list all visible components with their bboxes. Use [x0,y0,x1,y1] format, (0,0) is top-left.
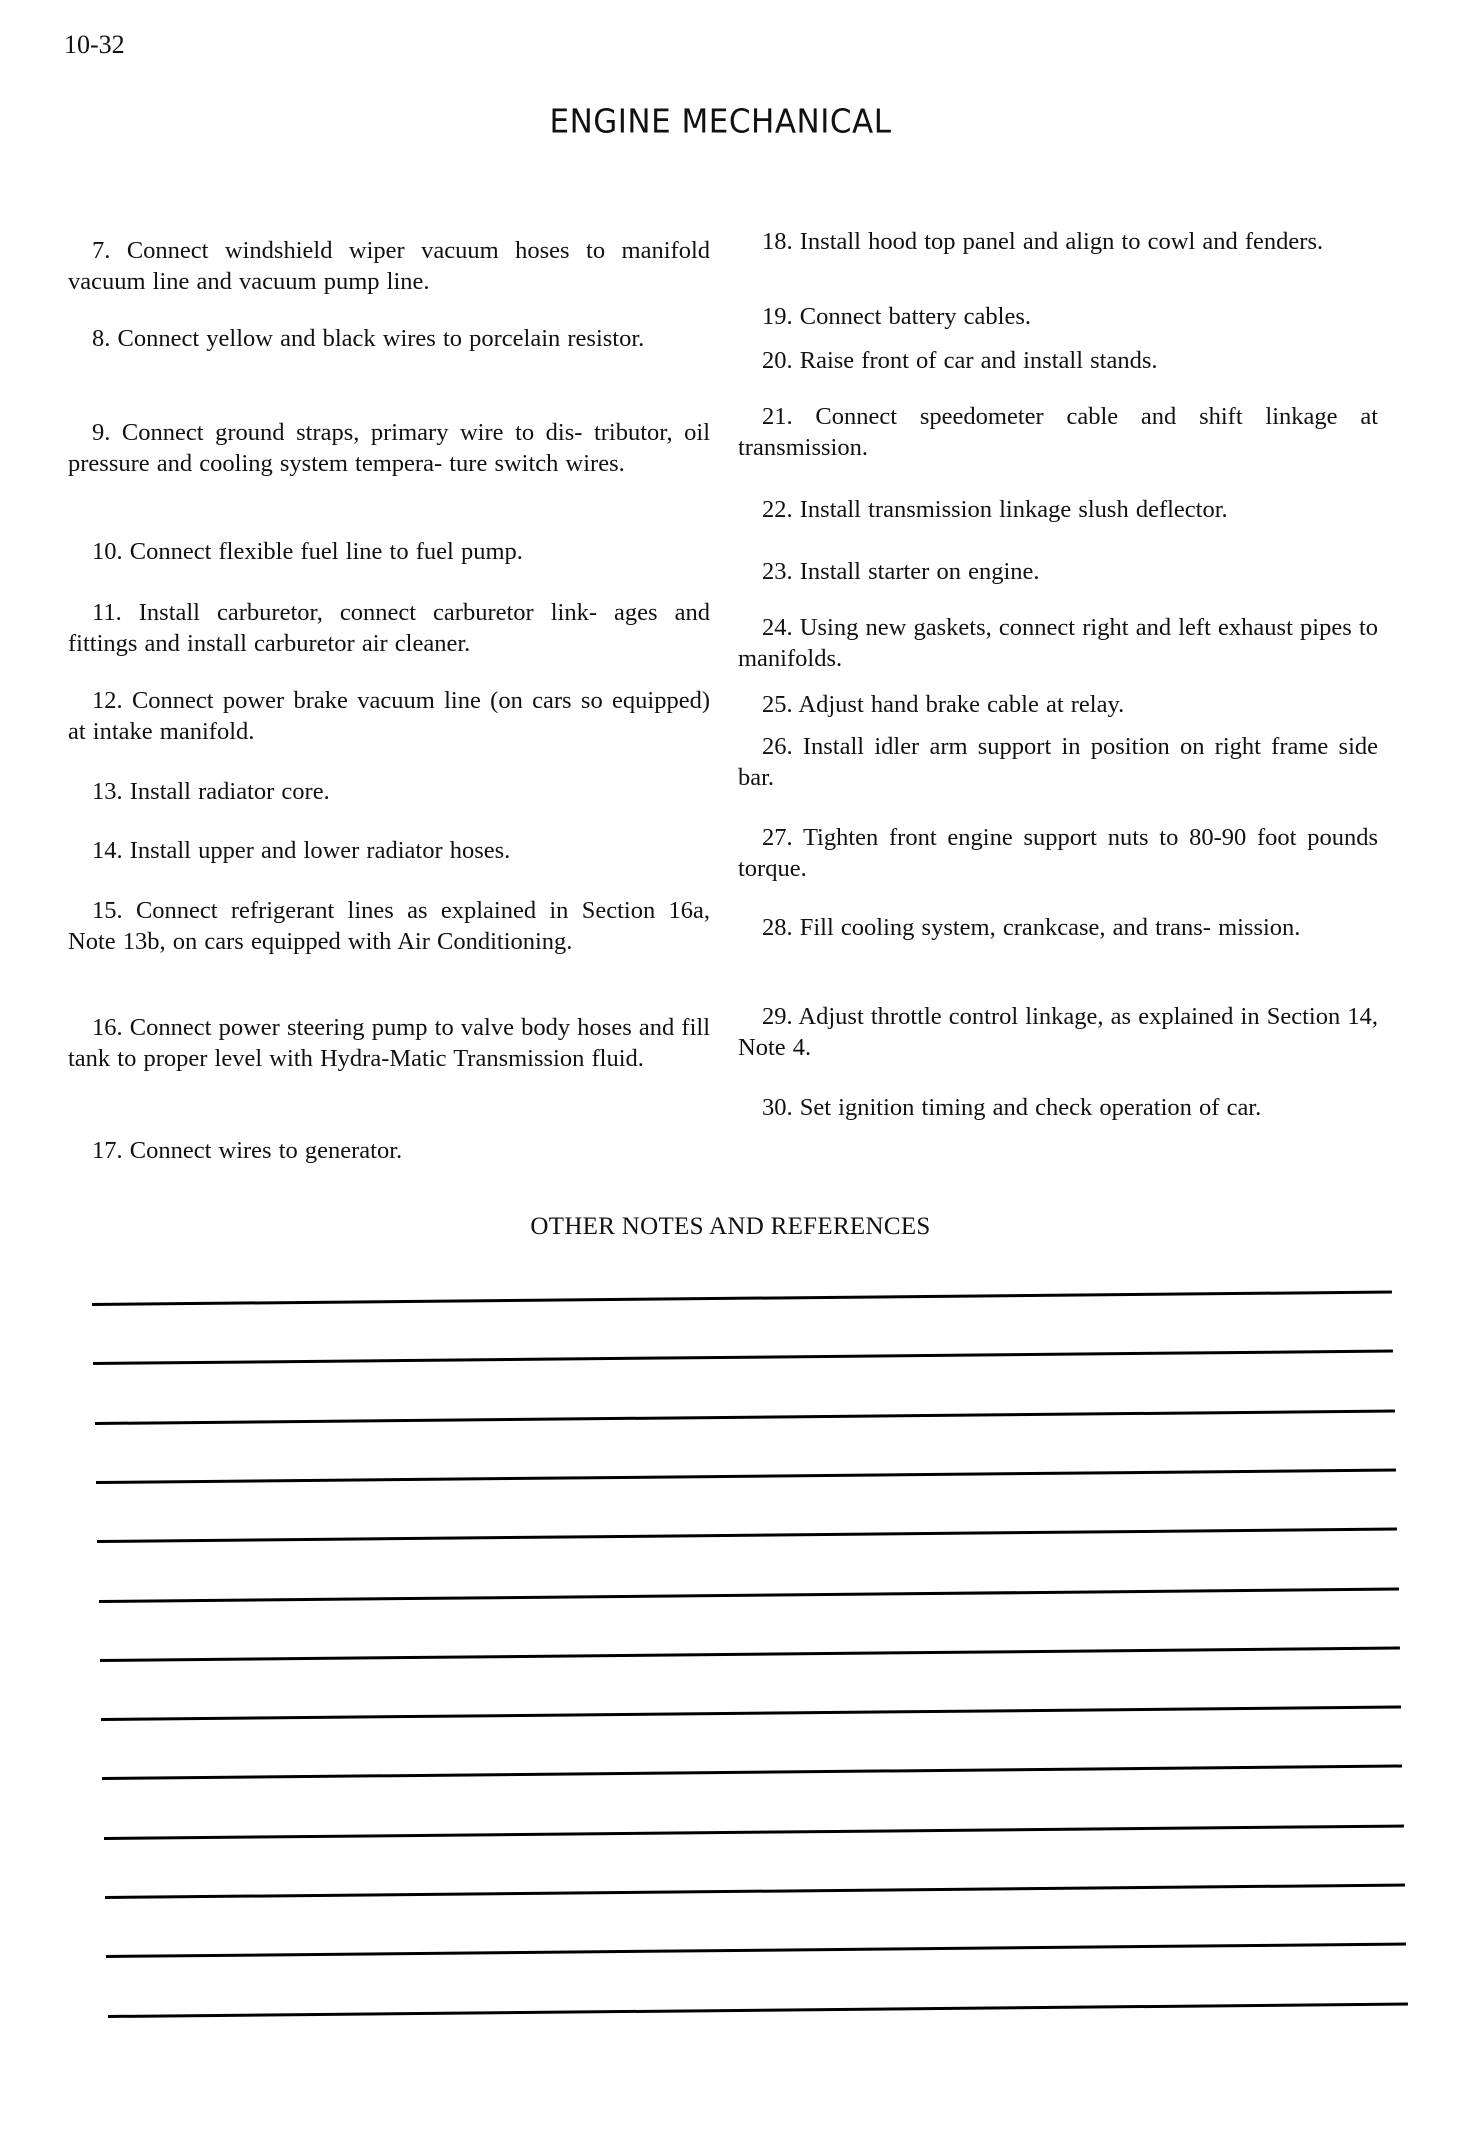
notes-blank-line [93,1350,1393,1365]
step-20 [738,345,1378,376]
step-number: 12. [92,687,123,714]
notes-blank-line [100,1646,1400,1661]
page-title: ENGINE MECHANICAL [549,103,892,141]
step-text: Install transmission linkage slush deflector. [799,496,1228,523]
page-number: 10-32 [64,30,125,59]
step-number: 11. [92,599,122,626]
step-25 [738,689,1378,720]
step-9 [68,417,710,479]
step-text: Connect windshield wiper vacuum hoses to manifold vacuum line and vacuum pump line. [68,237,710,295]
step-19 [738,301,1378,332]
step-number: 22. [762,496,793,523]
step-text: Install idler arm support in position on right frame side bar. [738,733,1378,791]
notes-blank-line [105,1884,1405,1899]
step-text: Raise front of car and install stands. [799,347,1158,374]
step-text: Install upper and lower radiator hoses. [129,837,511,864]
step-number: 24. [762,614,793,641]
step-number: 14. [92,837,123,864]
step-15 [68,895,710,957]
step-number: 27. [762,824,793,851]
step-21 [738,401,1378,463]
step-text: Install radiator core. [129,778,330,805]
step-27 [738,822,1378,884]
step-text: Connect ground straps, primary wire to dis- tributor, oil pressure and cooling system tempera- ture switch wires. [68,419,710,477]
step-text: Connect battery cables. [799,303,1032,330]
step-14 [68,835,710,866]
step-24 [738,612,1378,674]
step-26 [738,731,1378,793]
step-text: Install hood top panel and align to cowl and fenders. [799,228,1324,255]
step-text: Connect refrigerant lines as explained in Section 16a, Note 13b, on cars equipped with Air Conditioning. [68,897,711,955]
step-text: Adjust hand brake cable at relay. [798,691,1125,718]
notes-blank-line [96,1468,1396,1483]
step-text: Connect flexible fuel line to fuel pump. [129,538,523,565]
step-number: 7. [92,237,111,264]
step-text: Connect power steering pump to valve body hoses and fill tank to proper level with Hydra-Matic Transmission fluid. [68,1014,711,1072]
step-number: 17. [92,1137,123,1164]
step-number: 18. [762,228,793,255]
step-text: Fill cooling system, crankcase, and trans- mission. [799,914,1301,941]
step-number: 13. [92,778,123,805]
step-text: Connect wires to generator. [129,1137,403,1164]
step-22 [738,494,1378,525]
step-text: Using new gaskets, connect right and left exhaust pipes to manifolds. [738,614,1379,672]
step-28 [738,912,1378,943]
step-number: 19. [762,303,793,330]
step-7 [68,235,710,297]
step-number: 26. [762,733,793,760]
step-number: 9. [92,419,111,446]
step-number: 21. [762,403,793,430]
step-text: Connect speedometer cable and shift linkage at transmission. [738,403,1379,461]
step-text: Connect yellow and black wires to porcelain resistor. [117,325,645,352]
notes-blank-line [95,1409,1395,1424]
notes-blank-line [92,1291,1392,1306]
notes-blank-line [108,2002,1408,2017]
step-10 [68,536,710,567]
step-number: 23. [762,558,793,585]
step-29 [738,1001,1378,1063]
notes-blank-line [102,1765,1402,1780]
step-18 [738,226,1378,257]
step-number: 25. [762,691,793,718]
notes-blank-line [101,1706,1401,1721]
step-number: 30. [762,1094,793,1121]
step-23 [738,556,1378,587]
notes-heading: OTHER NOTES AND REFERENCES [530,1213,931,1240]
notes-blank-line [106,1943,1406,1958]
step-text: Tighten front engine support nuts to 80-90 foot pounds torque. [738,824,1378,882]
step-text: Install starter on engine. [799,558,1040,585]
notes-blank-line [104,1824,1404,1839]
step-number: 15. [92,897,123,924]
step-number: 29. [762,1003,793,1030]
step-8 [68,323,710,354]
step-number: 8. [92,325,111,352]
notes-blank-line [98,1587,1398,1602]
step-17 [68,1135,710,1166]
step-number: 10. [92,538,123,565]
step-text: Set ignition timing and check operation of car. [799,1094,1262,1121]
step-30 [738,1092,1378,1123]
step-number: 16. [92,1014,123,1041]
step-text: Adjust throttle control linkage, as explained in Section 14, Note 4. [738,1003,1378,1061]
step-number: 28. [762,914,793,941]
step-number: 20. [762,347,793,374]
notes-blank-line [97,1528,1397,1543]
step-13 [68,776,710,807]
step-12 [68,685,710,747]
step-text: Connect power brake vacuum line (on cars so equipped) at intake manifold. [68,687,710,745]
step-11 [68,597,710,659]
step-text: Install carburetor, connect carburetor link- ages and fittings and install carburetor air cleaner. [68,599,710,657]
step-16 [68,1012,710,1074]
